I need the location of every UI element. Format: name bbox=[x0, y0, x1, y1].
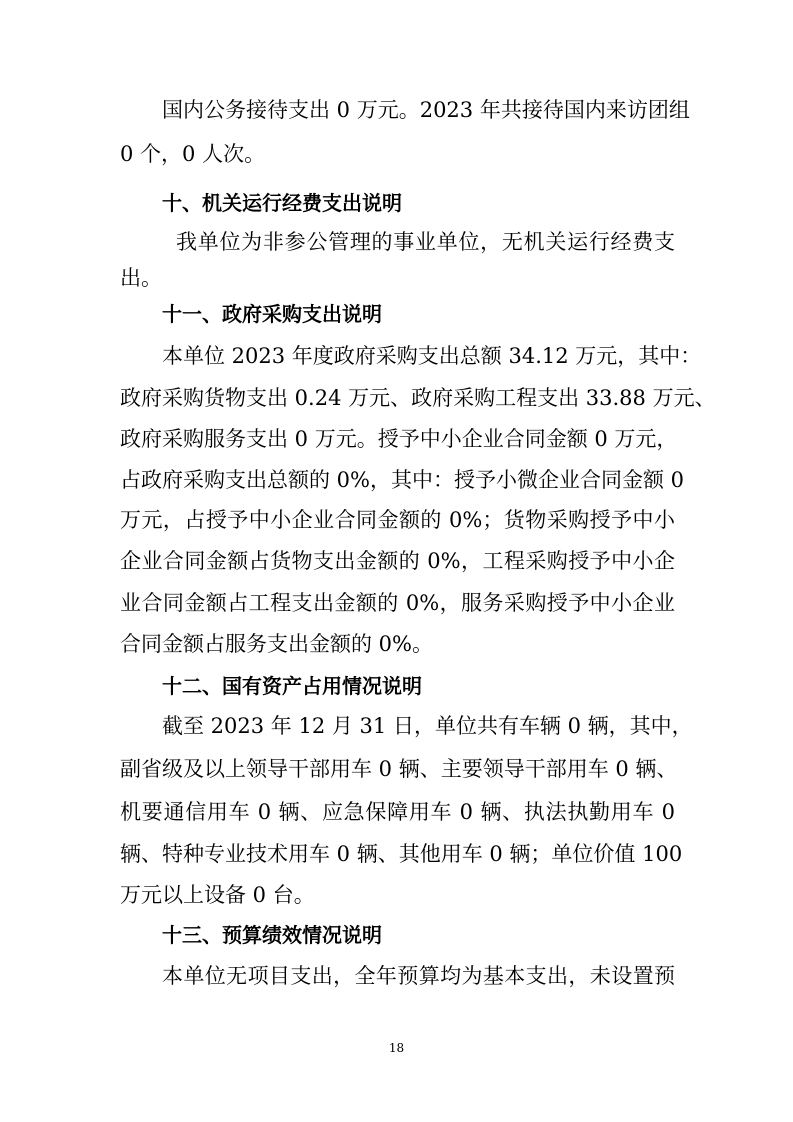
paragraph-line: 0 个，0 人次。 bbox=[120, 142, 266, 166]
paragraph-line: 国内公务接待支出 0 万元。2023 年共接待国内来访团组 bbox=[162, 98, 690, 122]
section-heading-12: 十二、国有资产占用情况说明 bbox=[162, 674, 422, 698]
paragraph-line: 出。 bbox=[120, 266, 162, 290]
paragraph-line: 占政府采购支出总额的 0%，其中：授予小微企业合同金额 0 bbox=[120, 468, 685, 492]
paragraph-line: 副省级及以上领导干部用车 0 辆、主要领导干部用车 0 辆、 bbox=[120, 757, 678, 781]
paragraph-line: 截至 2023 年 12 月 31 日，单位共有车辆 0 辆，其中， bbox=[162, 714, 693, 738]
section-heading-13: 十三、预算绩效情况说明 bbox=[162, 923, 382, 947]
paragraph-line: 政府采购服务支出 0 万元。授予中小企业合同金额 0 万元， bbox=[120, 427, 678, 451]
paragraph-line: 政府采购货物支出 0.24 万元、政府采购工程支出 33.88 万元、 bbox=[120, 386, 716, 410]
paragraph-line: 辆、特种专业技术用车 0 辆、其他用车 0 辆；单位价值 100 bbox=[120, 842, 683, 866]
paragraph-line: 我单位为非参公管理的事业单位，无机关运行经费支 bbox=[176, 230, 675, 254]
paragraph-line: 业合同金额占工程支出金额的 0%，服务采购授予中小企业 bbox=[120, 591, 675, 615]
paragraph-line: 万元以上设备 0 台。 bbox=[120, 883, 315, 907]
paragraph-line: 万元，占授予中小企业合同金额的 0%；货物采购授予中小 bbox=[120, 508, 675, 532]
page-number: 18 bbox=[388, 1041, 405, 1055]
section-heading-11: 十一、政府采购支出说明 bbox=[162, 302, 382, 326]
paragraph-line: 合同金额占服务支出金额的 0%。 bbox=[120, 632, 433, 656]
section-heading-10: 十、机关运行经费支出说明 bbox=[162, 191, 402, 215]
paragraph-line: 企业合同金额占货物支出金额的 0%，工程采购授予中小企 bbox=[120, 549, 675, 573]
paragraph-line: 本单位 2023 年度政府采购支出总额 34.12 万元，其中： bbox=[162, 344, 702, 368]
paragraph-line: 机要通信用车 0 辆、应急保障用车 0 辆、执法执勤用车 0 bbox=[120, 800, 675, 824]
paragraph-line: 本单位无项目支出，全年预算均为基本支出，未设置预 bbox=[162, 964, 675, 988]
